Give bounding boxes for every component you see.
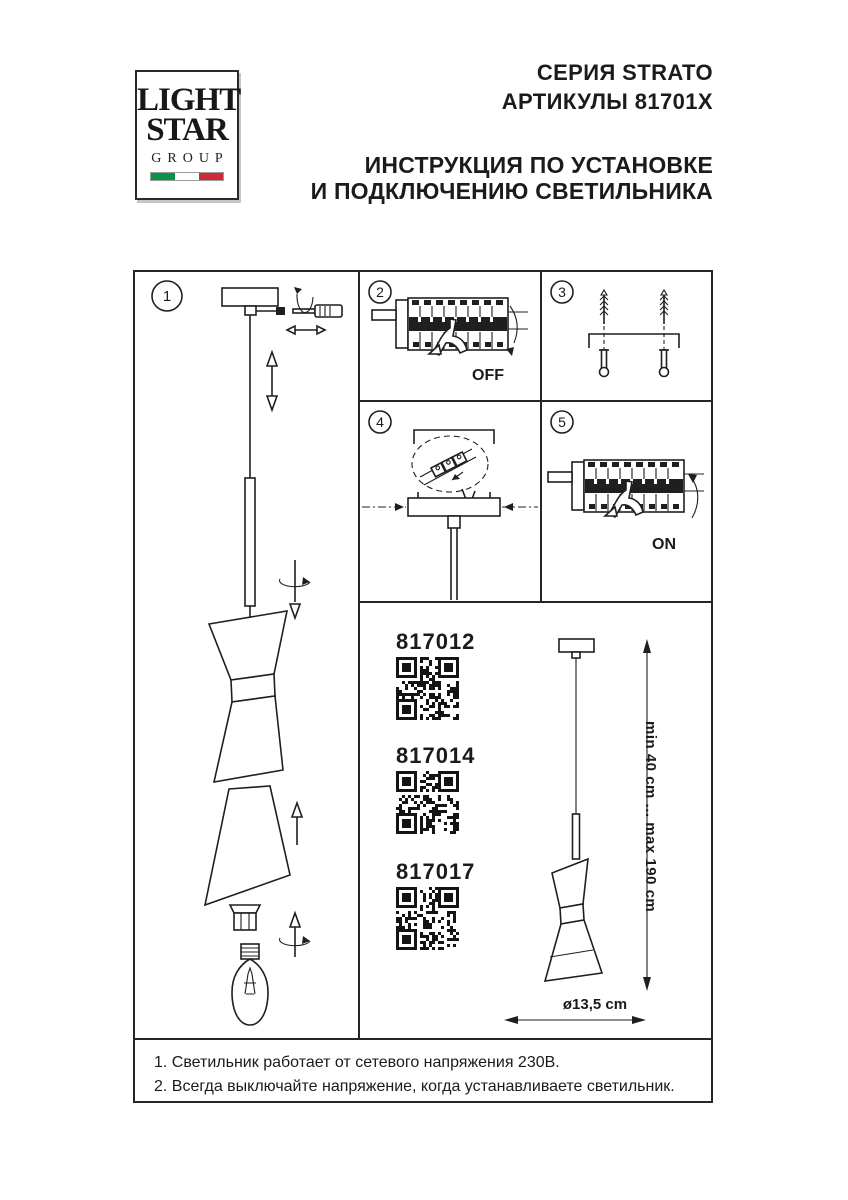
qr-code-817012 [396, 657, 459, 720]
articles-panel [360, 603, 711, 1038]
bulb-drawing [232, 944, 268, 1025]
step4-canopy-diagram [360, 402, 540, 601]
setscrew-drawing [276, 307, 285, 315]
off-label: OFF [472, 367, 504, 384]
step3-mounting-diagram [542, 272, 709, 400]
logo-star: STAR [146, 112, 228, 149]
flag-green [151, 173, 175, 180]
shade-top-cone-drawing [209, 611, 287, 680]
step3-panel [542, 272, 711, 402]
header-text [311, 58, 713, 204]
arrow-up-curve [690, 476, 698, 518]
mounting-bracket-drawing [589, 334, 679, 348]
diagram-frame [133, 270, 713, 1103]
step5-panel [542, 402, 711, 603]
height-range-label: min 40 cm ... max 190 cm [642, 721, 659, 913]
footer-note-1: 1. Светильник работает от сетевого напряжения 230В. [154, 1054, 560, 1071]
step2-panel [360, 272, 542, 402]
up-arrow-icon [292, 803, 302, 845]
ceiling-plate-drawing [222, 288, 278, 306]
screwdriver-icon [293, 287, 342, 317]
footer-notes [135, 1038, 711, 1101]
footer-note-2: 2. Всегда выключайте напряжение, когда устанавливаете светильник. [154, 1078, 675, 1095]
diffuser-cone-drawing [205, 786, 290, 905]
italian-flag-bar [150, 172, 224, 181]
rod-drawing [245, 478, 255, 606]
step2-power-off-diagram [360, 272, 540, 400]
flag-white [175, 173, 199, 180]
step1-panel [135, 272, 360, 1038]
step4-panel [360, 402, 542, 603]
logo-group: GROUP [151, 150, 229, 166]
article-code: 817017 [396, 859, 476, 884]
rotate-up-arrow-icon [280, 913, 310, 957]
on-label: ON [652, 536, 676, 553]
step2-number: 2 [376, 284, 384, 300]
canopy-drawing [408, 498, 500, 516]
instruction-title [311, 152, 713, 204]
up-down-arrow-icon [267, 352, 277, 410]
lightstar-logo [135, 70, 239, 200]
article-code: 817012 [396, 629, 476, 654]
flag-red [199, 173, 223, 180]
diameter-label: ø13,5 cm [562, 996, 628, 1013]
shade-bottom-cone-drawing [214, 696, 283, 782]
series-title: СЕРИЯ STRATO [536, 60, 713, 85]
step5-power-on-diagram [542, 402, 709, 601]
logo-light: LIGHT [137, 82, 241, 118]
step1-number: 1 [162, 288, 172, 305]
rotate-down-arrow-icon [280, 560, 310, 618]
diameter-dimension-arrow [500, 1011, 650, 1029]
step4-number: 4 [376, 414, 384, 430]
slide-arrow-icon [287, 326, 325, 334]
articles-title: АРТИКУЛЫ 81701X [501, 89, 713, 114]
qr-code-817014 [396, 771, 459, 834]
qr-code-817017 [396, 887, 459, 950]
instruction-title-line1: ИНСТРУКЦИЯ ПО УСТАНОВКЕ [364, 152, 713, 178]
article-code: 817014 [396, 743, 476, 768]
step1-assembly-diagram [135, 272, 360, 1036]
step3-number: 3 [558, 284, 566, 300]
terminal-block-drawing [420, 449, 476, 485]
socket-ring-drawing [230, 905, 260, 930]
instruction-title-line2: И ПОДКЛЮЧЕНИЮ СВЕТИЛЬНИКА [310, 178, 713, 204]
step5-number: 5 [558, 414, 566, 430]
